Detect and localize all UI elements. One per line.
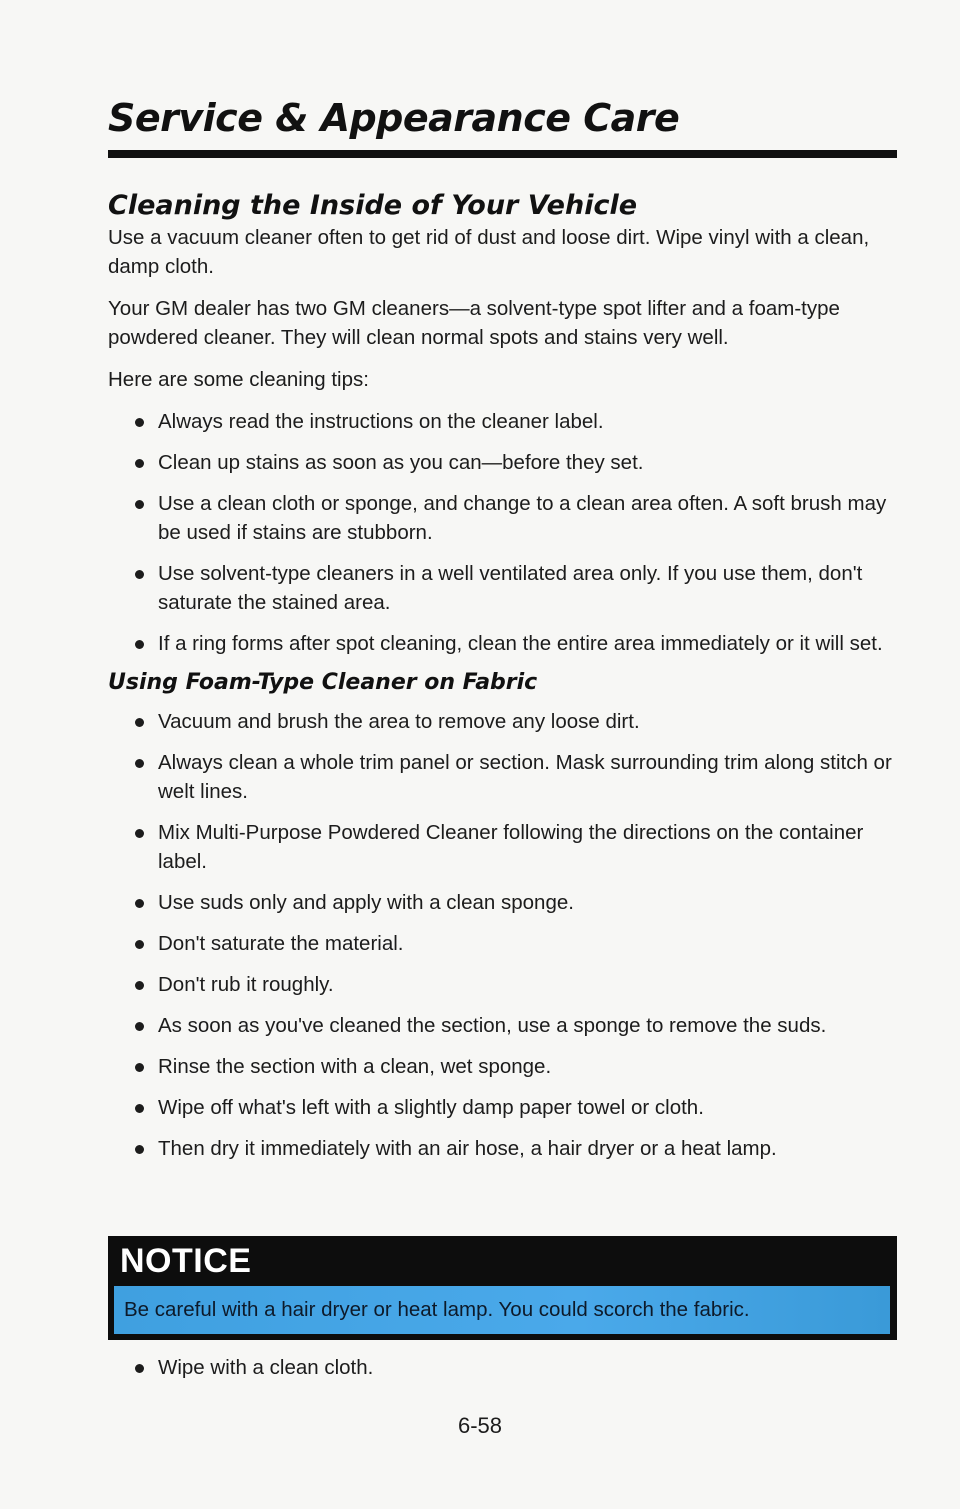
list-item-text: Clean up stains as soon as you can—before they set. [158,451,644,474]
list-item-text: As soon as you've cleaned the section, use a sponge to remove the suds. [158,1014,827,1037]
foam-steps-list [108,707,897,1163]
list-item-text: Don't rub it roughly. [158,973,334,996]
dealer-paragraph: Your GM dealer has two GM cleaners—a solvent-type spot lifter and a foam-type powdered cleaner. They will clean normal spots and stains very well. [108,297,840,349]
bullet-icon [135,1104,144,1113]
bullet-icon [135,500,144,509]
list-item [108,888,897,917]
list-item [108,707,897,736]
header-rule [108,150,897,158]
bullet-icon [135,1022,144,1031]
list-item [108,1353,897,1382]
list-item [108,1093,897,1122]
list-item-text: Always read the instructions on the cleaner label. [158,410,604,433]
bullet-icon [135,829,144,838]
list-item [108,407,897,436]
bullet-icon [135,899,144,908]
list-item-text: Use a clean cloth or sponge, and change to a clean area often. A soft brush may be used if stains are stubborn. [158,492,887,544]
list-item [108,1011,897,1040]
tips-intro: Here are some cleaning tips: [108,368,369,391]
bullet-icon [135,1145,144,1154]
cleaning-tips-list [108,407,897,658]
list-item-text: Wipe with a clean cloth. [158,1356,374,1379]
list-item [108,970,897,999]
bullet-icon [135,459,144,468]
page-header-title: Service & Appearance Care [108,96,680,140]
bullet-icon [135,640,144,649]
list-item-text: If a ring forms after spot cleaning, clean the entire area immediately or it will set. [158,632,883,655]
bullet-icon [135,718,144,727]
final-steps-list [108,1353,897,1394]
list-item [108,559,897,617]
subsection-title: Using Foam-Type Cleaner on Fabric [108,670,538,695]
list-item-text: Mix Multi-Purpose Powdered Cleaner following the directions on the container label. [158,821,864,873]
list-item-text: Then dry it immediately with an air hose, a hair dryer or a heat lamp. [158,1137,777,1160]
intro-paragraph: Use a vacuum cleaner often to get rid of dust and loose dirt. Wipe vinyl with a clean, damp cloth. [108,226,870,278]
list-item-text: Rinse the section with a clean, wet sponge. [158,1055,552,1078]
notice-box [108,1236,897,1340]
list-item-text: Don't saturate the material. [158,932,404,955]
list-item-text: Use solvent-type cleaners in a well ventilated area only. If you use them, don't saturate the stained area. [158,562,863,614]
bullet-icon [135,418,144,427]
list-item [108,489,897,547]
list-item [108,818,897,876]
list-item-text: Use suds only and apply with a clean sponge. [158,891,574,914]
list-item-text: Wipe off what's left with a slightly damp paper towel or cloth. [158,1096,704,1119]
list-item [108,1052,897,1081]
list-item [108,448,897,477]
section-title: Cleaning the Inside of Your Vehicle [108,190,638,221]
bullet-icon [135,981,144,990]
list-item [108,748,897,806]
list-item [108,629,897,658]
bullet-icon [135,1063,144,1072]
bullet-icon [135,940,144,949]
bullet-icon [135,1364,144,1373]
bullet-icon [135,570,144,579]
list-item-text: Vacuum and brush the area to remove any loose dirt. [158,710,640,733]
list-item-text: Always clean a whole trim panel or section. Mask surrounding trim along stitch or welt lines. [158,751,892,803]
main-content [108,190,897,1175]
list-item [108,929,897,958]
page-number: 6-58 [457,1413,503,1438]
notice-text: Be careful with a hair dryer or heat lamp. You could scorch the fabric. [114,1286,890,1334]
bullet-icon [135,759,144,768]
list-item [108,1134,897,1163]
notice-title: NOTICE [120,1242,252,1280]
